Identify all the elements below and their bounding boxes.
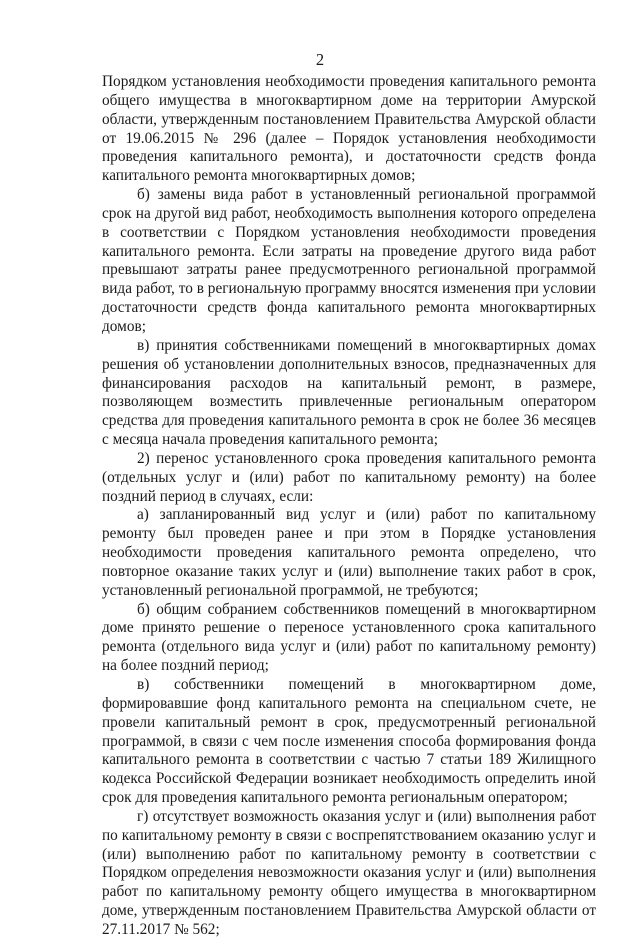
document-body xyxy=(102,73,596,940)
paragraph-item-v-special-account: в) собственники помещений в многоквартирном доме, формировавшие фонд капитального ремонта на специальном счете, не провели капитальный ремонт в срок, предусмотренный региональной программой, в связи с чем после изменения способа формирования фонда капитального ремонта в соответствии с частью 7 статьи 189 Жилищного кодекса Российской Федерации возникает необходимость определить иной срок для проведения капитального ремонта региональным оператором; xyxy=(102,676,596,807)
page-number: 2 xyxy=(315,50,325,69)
paragraph-item-g-obstruction: г) отсутствует возможность оказания услуг и (или) выполнения работ по капитальному ремонту в связи с воспрепятствованием оказанию услуг и (или) выполнению работ по капитальному ремонту в соответствии с Порядком определения невозможности оказания услуг и (или) выполнения работ по капитальному ремонту общего имущества в многоквартирном доме, утвержденным постановлением Правительства Амурской области от 27.11.2017 № 562; xyxy=(102,807,596,938)
paragraph-item-a-completed-earlier: а) запланированный вид услуг и (или) работ по капитальному ремонту был проведен ранее и при этом в Порядке установления необходимости проведения капитального ремонта определено, что повторное оказание таких услуг и (или) выполнение таких работ в срок, установленный региональной программой, не требуются; xyxy=(102,506,596,599)
paragraph-item-v-additional-fees: в) принятия собственниками помещений в многоквартирных домах решения об установлении дополнительных взносов, предназначенных для финансирования расходов на капитальный ремонт, в размере, позволяющем возместить привлеченные региональным оператором средства для проведения капитального ремонта в срок не более 36 месяцев с месяца начала проведения капитального ремонта; xyxy=(102,336,596,449)
paragraph-item-b-general-meeting: б) общим собранием собственников помещений в многоквартирном доме принято решение о переносе установленного срока капитального ремонта (отдельного вида услуг и (или) работ по капитальному ремонту) на более поздний период; xyxy=(102,600,596,675)
paragraph-item-b-replacement: б) замены вида работ в установленный региональной программой срок на другой вид работ, необходимость выполнения которого определена в соответствии с Порядком установления необходимости проведения капитального ремонта. Если затраты на проведение другого вида работ превышают затраты ранее предусмотренного региональной программой вида работ, то в региональную программу вносятся изменения при условии достаточности средств фонда капитального ремонта многоквартирных домов; xyxy=(102,186,596,335)
paragraph-item-2-deadline-transfer: 2) перенос установленного срока проведения капитального ремонта (отдельных услуг и (или) работ по капитальному ремонту) на более поздний период в случаях, если: xyxy=(102,449,596,505)
paragraph-continuation: Порядком установления необходимости проведения капитального ремонта общего имущества в многоквартирном доме на территории Амурской области, утвержденным постановлением Правительства Амурской области от 19.06.2015 № 296 (далее – Порядок установления необходимости проведения капитального ремонта), и достаточности средств фонда капитального ремонта многоквартирных домов; xyxy=(102,73,596,185)
